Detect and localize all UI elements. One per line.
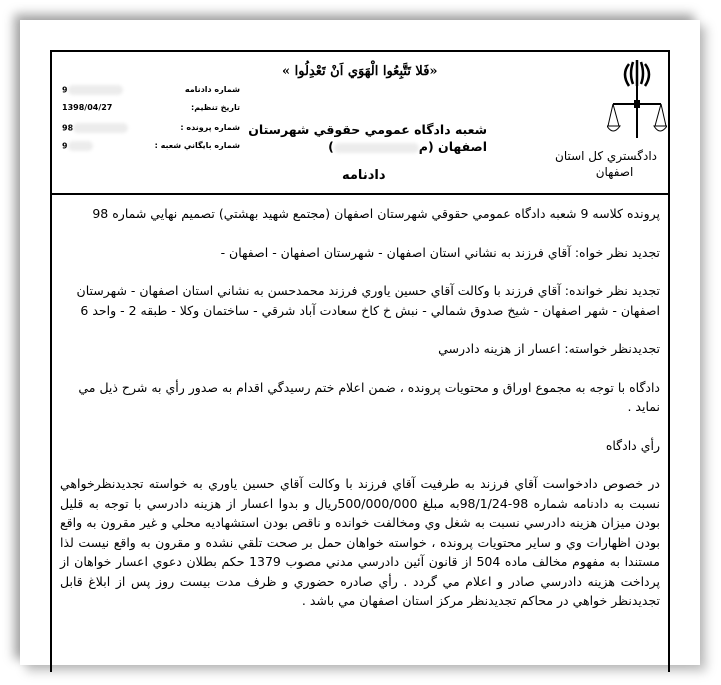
court-name-line2: اصفهان (م) (328, 139, 487, 154)
field-label-archive-number: شماره بايگاني شعبه : (154, 141, 240, 150)
field-value-case-number: 98 (62, 123, 128, 133)
organization-line2: اصفهان (595, 165, 634, 179)
field-value-date: 1398/04/27 (62, 103, 113, 112)
case-class-paragraph: پرونده کلاسه 9 شعبه دادگاه عمومي حقوقي شهرستان اصفهان (مجتمع شهيد بهشتي) تصميم نهايي شماره 98 (92, 206, 660, 221)
field-value-archive-number: 9 (62, 141, 93, 151)
court-name-line1: شعبه دادگاه عمومي حقوقي شهرستان (248, 122, 487, 137)
document-body (60, 204, 660, 630)
document-page (20, 20, 700, 665)
claim-paragraph: تجديدنظر خواسته: اعسار از هزينه دادرسي (438, 341, 660, 356)
iran-emblem-scales-icon (607, 60, 667, 149)
intro-paragraph: دادگاه با توجه به مجموع اوراق و محتويات پرونده ، ضمن اعلام ختم رسيدگي اقدام به صدور رأي به شرح ذيل مي نمايد . (78, 379, 660, 414)
organization-name (555, 148, 657, 180)
verdict-paragraph: در خصوص دادخواست آقاي فرزند به طرفيت آقاي فرزند با وكالت آقاي حسين ياوري به خواسته تجديدنظرخواهي نسبت به دادنامه شماره 98-98/1/24به مبلغ 500/000/000ريال و بدوا اعسار از هزينه دادرسي با توجه به قليل بودن ميزان هزينه دادرسي نسبت به شغل وي ومخالفت خوانده و ناقص بودن استشهاديه محلي و غير مقرون به واقع بودن اظهارات وي و ساير محتويات پرونده ، خواسته خواهان حمل بر صحت تلقي نشده و مقرون به واقع نيست لذا مستندا به مفهوم مخالف ماده 504 از قانون آئين دادرسي مدني مصوب 1379 حكم بطلان دعوي اعسار خواهان از پرداخت هزينه دادرسي صادر و اعلام مي گردد . رأي صادره حضوري و ظرف مدت بيست روز پس از ابلاغ قابل تجديدنظر خواهي در محاكم تجديدنظر مركز استان اصفهان مي باشد . (60, 476, 660, 608)
organization-line1: دادگستري کل استان (555, 149, 657, 163)
field-label-case-number: شماره پرونده : (180, 123, 240, 132)
header-quote: «فَلا تَتَّبِعُوا الْهَوَي اَنْ تَعْدِلُوا » (282, 64, 438, 79)
document-header (52, 52, 668, 195)
field-label-verdict-number: شماره دادنامه (184, 85, 240, 94)
appellant-paragraph: تجديد نظر خواه: آقاي فرزند به نشاني استان اصفهان - شهرستان اصفهان - اصفهان - (220, 244, 660, 260)
field-label-date: تاريخ تنظيم: (191, 103, 240, 112)
field-value-verdict-number: 9 (62, 85, 123, 95)
verdict-title: رأي دادگاه (605, 437, 660, 453)
document-title: دادنامه (342, 168, 386, 183)
appellee-paragraph: تجديد نظر خوانده: آقاي فرزند با وكالت آقاي حسين ياوري فرزند محمدحسن به نشاني استان اصفهان - شهرستان اصفهان - شهر اصفهان - شيخ صدوق شمالي - نبش خ كاخ سعادت آباد شرقي - ساختمان وكلا - طبقه 2 - واحد 6 (76, 283, 660, 318)
document-frame (50, 50, 670, 672)
